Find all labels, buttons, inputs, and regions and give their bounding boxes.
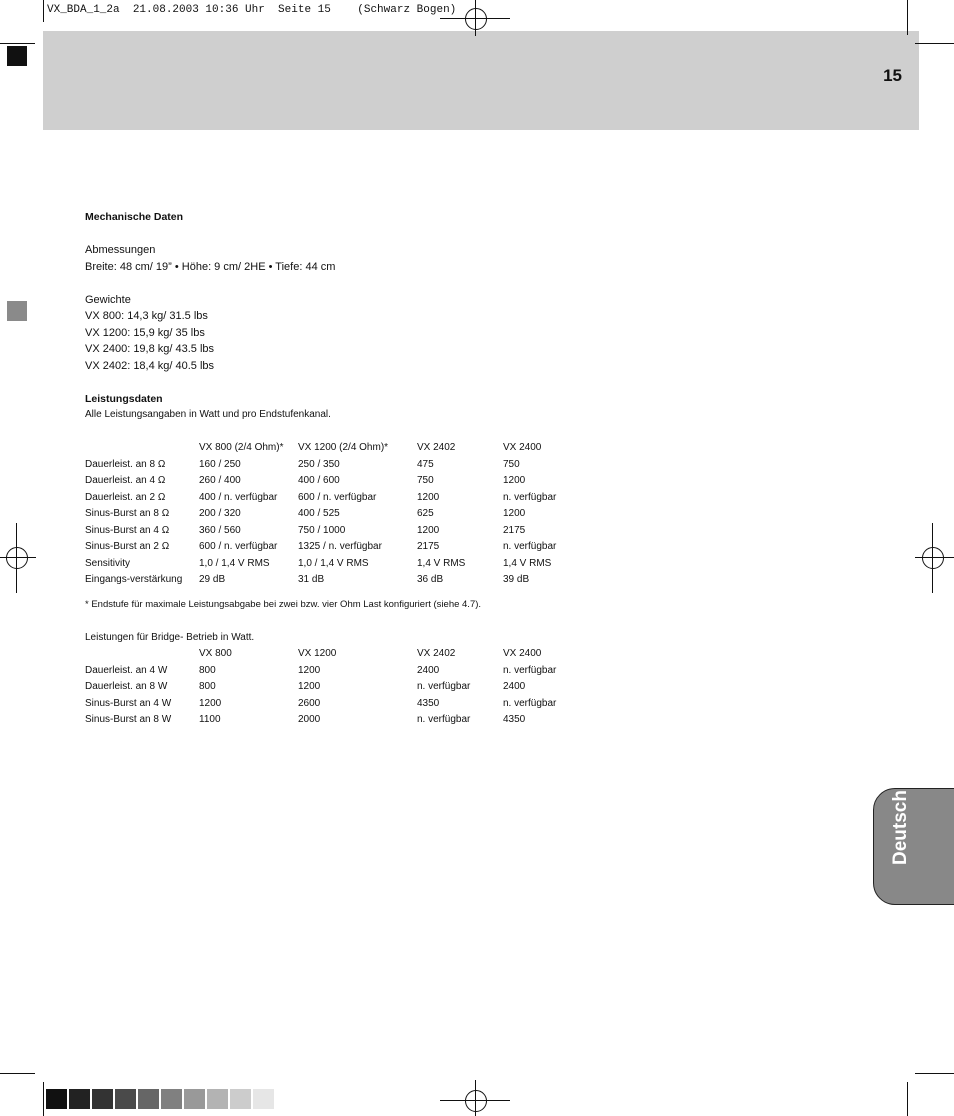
table-cell: Sinus-Burst an 8 Ω bbox=[85, 508, 170, 519]
table-cell: 360 / 560 bbox=[199, 524, 241, 536]
table-cell: 600 / n. verfügbar bbox=[199, 541, 278, 552]
table-cell: 400 / 525 bbox=[298, 508, 340, 519]
table-header-cell: VX 1200 bbox=[298, 648, 337, 659]
language-tab-label: Deutsch bbox=[890, 790, 911, 865]
table-cell: n. verfügbar bbox=[503, 491, 557, 503]
spec-content bbox=[85, 209, 705, 729]
table-cell: 750 / 1000 bbox=[298, 524, 346, 536]
table-header-cell: VX 2402 bbox=[417, 648, 456, 659]
color-swatch bbox=[230, 1089, 251, 1109]
table-cell: 400 / n. verfügbar bbox=[199, 491, 278, 503]
table-cell: 29 dB bbox=[199, 574, 226, 585]
registration-crosshair bbox=[0, 557, 36, 558]
crop-mark bbox=[0, 1073, 35, 1074]
table-cell: 750 bbox=[503, 458, 520, 470]
color-swatch bbox=[161, 1089, 182, 1109]
table-row bbox=[85, 712, 705, 729]
crop-mark bbox=[43, 1082, 44, 1116]
registration-crosshair bbox=[915, 557, 954, 558]
table-cell: 800 bbox=[199, 681, 216, 692]
table-row bbox=[85, 490, 705, 507]
table-cell: 260 / 400 bbox=[199, 475, 241, 486]
table-cell: 1200 bbox=[298, 681, 321, 692]
table-cell: 1200 bbox=[298, 664, 321, 676]
table-cell: Dauerleist. an 4 Ω bbox=[85, 475, 166, 486]
mechanical-title: Mechanische Daten bbox=[85, 211, 184, 223]
table-cell: 1100 bbox=[199, 714, 221, 725]
table-cell: 1200 bbox=[417, 491, 440, 503]
table-cell: 1,4 V RMS bbox=[417, 557, 466, 569]
table-row bbox=[85, 663, 705, 680]
table-header-cell: VX 2400 bbox=[503, 648, 542, 659]
table-row bbox=[85, 457, 705, 474]
registration-target bbox=[6, 547, 28, 569]
language-tab bbox=[873, 788, 954, 905]
bridge-intro: Leistungen für Bridge- Betrieb in Watt. bbox=[85, 631, 255, 643]
crop-mark bbox=[0, 43, 35, 44]
table-cell: 1200 bbox=[417, 524, 440, 536]
registration-crosshair bbox=[16, 523, 17, 593]
table-cell: 250 / 350 bbox=[298, 458, 340, 470]
weight-item: VX 800: 14,3 kg/ 31.5 lbs bbox=[85, 310, 208, 322]
table-row bbox=[85, 473, 705, 490]
dimensions-label: Abmessungen bbox=[85, 244, 156, 256]
table-cell: n. verfügbar bbox=[503, 664, 557, 676]
table-header-cell: VX 2402 bbox=[417, 442, 456, 453]
dimensions-value: Breite: 48 cm/ 19” • Höhe: 9 cm/ 2HE • Tiefe: 44 cm bbox=[85, 260, 336, 273]
table-row bbox=[85, 506, 705, 523]
gray-registration-square bbox=[7, 301, 27, 321]
table-row bbox=[85, 572, 705, 589]
table-cell: Dauerleist. an 8 W bbox=[85, 681, 168, 692]
footnote: * Endstufe für maximale Leistungsabgabe bei zwei bzw. vier Ohm Last konfiguriert (siehe 4.7). bbox=[85, 598, 482, 610]
table-cell: Dauerleist. an 4 W bbox=[85, 664, 168, 676]
table-header-cell: VX 800 (2/4 Ohm)* bbox=[199, 442, 284, 453]
color-swatch bbox=[207, 1089, 228, 1109]
registration-target bbox=[465, 8, 487, 30]
table-header-cell: VX 1200 (2/4 Ohm)* bbox=[298, 442, 389, 453]
table-cell: Eingangs-verstärkung bbox=[85, 574, 183, 585]
weights-label: Gewichte bbox=[85, 293, 131, 306]
color-swatch bbox=[92, 1089, 113, 1109]
crop-mark bbox=[907, 0, 908, 35]
table-cell: 800 bbox=[199, 664, 216, 676]
table-cell: 2175 bbox=[503, 524, 526, 536]
color-swatch bbox=[115, 1089, 136, 1109]
table-cell: 1200 bbox=[199, 697, 222, 709]
page-number: 15 bbox=[883, 66, 902, 85]
color-swatch bbox=[46, 1089, 67, 1109]
crop-mark bbox=[915, 1073, 954, 1074]
table-row bbox=[85, 696, 705, 713]
table-cell: 1,0 / 1,4 V RMS bbox=[199, 557, 270, 569]
table-header-cell: VX 2400 bbox=[503, 442, 542, 453]
power-title: Leistungsdaten bbox=[85, 392, 163, 405]
table-header-row bbox=[85, 646, 705, 663]
table-cell: 1,4 V RMS bbox=[503, 557, 552, 569]
table-cell: Sinus-Burst an 2 Ω bbox=[85, 541, 170, 552]
table-cell: 1325 / n. verfügbar bbox=[298, 541, 382, 552]
crop-mark bbox=[907, 1082, 908, 1116]
table-cell: 400 / 600 bbox=[298, 475, 340, 486]
weight-item: VX 2402: 18,4 kg/ 40.5 lbs bbox=[85, 359, 215, 372]
table-cell: n. verfügbar bbox=[417, 681, 471, 692]
table-cell: 4350 bbox=[417, 697, 440, 709]
power-table bbox=[85, 440, 705, 589]
header-band bbox=[43, 31, 919, 130]
table-header-cell bbox=[85, 646, 199, 663]
table-cell: 1,0 / 1,4 V RMS bbox=[298, 557, 369, 569]
table-cell: 600 / n. verfügbar bbox=[298, 491, 377, 503]
table-cell: 2400 bbox=[503, 681, 526, 692]
registration-target bbox=[922, 547, 944, 569]
color-swatch bbox=[184, 1089, 205, 1109]
table-cell: 625 bbox=[417, 508, 434, 519]
weight-item: VX 2400: 19,8 kg/ 43.5 lbs bbox=[85, 343, 215, 355]
table-cell: n. verfügbar bbox=[503, 541, 557, 552]
table-row bbox=[85, 556, 705, 573]
table-cell: Dauerleist. an 8 Ω bbox=[85, 458, 166, 470]
table-header-cell bbox=[85, 440, 199, 457]
power-intro: Alle Leistungsangaben in Watt und pro Endstufenkanal. bbox=[85, 409, 331, 420]
weight-item: VX 1200: 15,9 kg/ 35 lbs bbox=[85, 326, 205, 339]
color-swatch bbox=[138, 1089, 159, 1109]
table-cell: 2175 bbox=[417, 541, 440, 552]
color-swatch bbox=[69, 1089, 90, 1109]
registration-crosshair bbox=[932, 523, 933, 593]
registration-crosshair bbox=[475, 0, 476, 36]
table-cell: 1200 bbox=[503, 475, 526, 486]
table-cell: 39 dB bbox=[503, 574, 530, 585]
print-slug: VX_BDA_1_2a 21.08.2003 10:36 Uhr Seite 15 (Schwarz Bogen) bbox=[47, 4, 457, 16]
table-cell: Sinus-Burst an 8 W bbox=[85, 714, 172, 725]
bridge-table bbox=[85, 646, 705, 729]
table-cell: Dauerleist. an 2 Ω bbox=[85, 491, 166, 503]
table-cell: 750 bbox=[417, 475, 434, 486]
table-cell: Sinus-Burst an 4 W bbox=[85, 697, 172, 709]
table-cell: Sensitivity bbox=[85, 557, 131, 569]
black-registration-square bbox=[7, 46, 27, 66]
table-cell: n. verfügbar bbox=[417, 714, 471, 725]
table-cell: n. verfügbar bbox=[503, 697, 557, 709]
grayscale-color-bar bbox=[46, 1089, 276, 1109]
table-cell: 200 / 320 bbox=[199, 508, 241, 519]
registration-target bbox=[465, 1090, 487, 1112]
table-cell: 31 dB bbox=[298, 574, 325, 585]
crop-mark bbox=[915, 43, 954, 44]
table-cell: 1200 bbox=[503, 508, 526, 519]
table-cell: Sinus-Burst an 4 Ω bbox=[85, 524, 170, 536]
table-row bbox=[85, 523, 705, 540]
table-cell: 160 / 250 bbox=[199, 458, 241, 470]
table-cell: 36 dB bbox=[417, 574, 444, 585]
table-cell: 2600 bbox=[298, 697, 321, 709]
table-row bbox=[85, 539, 705, 556]
table-row bbox=[85, 679, 705, 696]
table-cell: 2000 bbox=[298, 714, 321, 725]
table-cell: 475 bbox=[417, 458, 434, 470]
table-cell: 2400 bbox=[417, 664, 440, 676]
table-cell: 4350 bbox=[503, 714, 526, 725]
table-header-cell: VX 800 bbox=[199, 648, 232, 659]
registration-crosshair bbox=[475, 1080, 476, 1116]
crop-mark bbox=[43, 0, 44, 22]
table-header-row bbox=[85, 440, 705, 457]
color-swatch bbox=[253, 1089, 274, 1109]
